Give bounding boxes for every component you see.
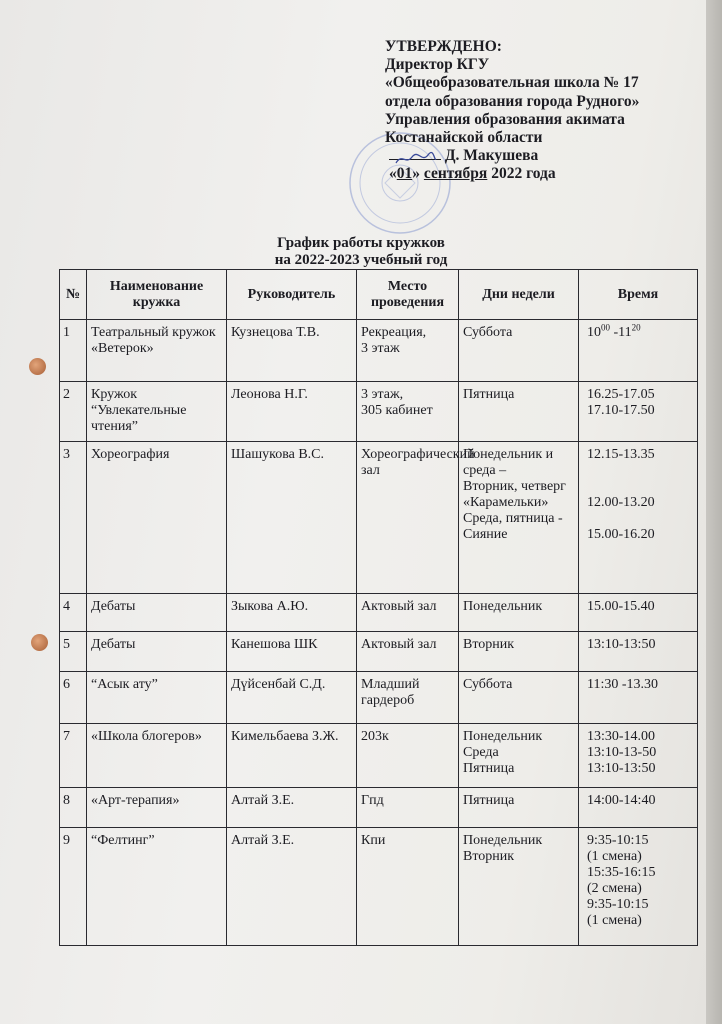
cell-name: “Фелтинг” bbox=[87, 828, 227, 946]
cell-name: Дебаты bbox=[87, 594, 227, 632]
cell-time: 11:30 -13.30 bbox=[579, 672, 698, 724]
cell-time: 12.15-13.35 12.00-13.20 15.00-16.20 bbox=[579, 442, 698, 594]
cell-name: Кружок “Увлекательные чтения” bbox=[87, 382, 227, 442]
signature bbox=[389, 159, 441, 160]
cell-num: 7 bbox=[60, 724, 87, 788]
document-title bbox=[0, 235, 706, 269]
table-header-row bbox=[60, 270, 698, 320]
column-header: Место проведения bbox=[357, 270, 459, 320]
cell-name: «Арт-терапия» bbox=[87, 788, 227, 828]
column-header: № bbox=[60, 270, 87, 320]
cell-name: «Школа блогеров» bbox=[87, 724, 227, 788]
cell-leader: Кузнецова Т.В. bbox=[227, 320, 357, 382]
cell-num: 4 bbox=[60, 594, 87, 632]
cell-num: 5 bbox=[60, 632, 87, 672]
cell-place: Гпд bbox=[357, 788, 459, 828]
cell-place: Актовый зал bbox=[357, 594, 459, 632]
time-sup: 20 bbox=[631, 322, 641, 333]
cell-days: Пятница bbox=[459, 788, 579, 828]
cell-time: 13:10-13:50 bbox=[579, 632, 698, 672]
column-header: Время bbox=[579, 270, 698, 320]
cell-num: 8 bbox=[60, 788, 87, 828]
title-line: График работы кружков bbox=[277, 235, 445, 251]
cell-place: 203к bbox=[357, 724, 459, 788]
approval-line: Костанайской области bbox=[385, 129, 543, 147]
cell-time: 13:30-14.00 13:10-13-50 13:10-13:50 bbox=[579, 724, 698, 788]
time-base: 10 bbox=[587, 325, 601, 340]
title-line: на 2022-2023 учебный год bbox=[274, 252, 448, 268]
cell-place: Хореографический зал bbox=[357, 442, 459, 594]
time-sup: 00 bbox=[601, 322, 610, 333]
cell-name: Театральный кружок «Ветерок» bbox=[87, 320, 227, 382]
table-row bbox=[60, 828, 698, 946]
cell-leader: Алтай З.Е. bbox=[227, 828, 357, 946]
approval-block bbox=[385, 38, 705, 184]
signature-icon bbox=[394, 151, 438, 167]
date-year: 2022 года bbox=[491, 165, 556, 183]
cell-place: Младший гардероб bbox=[357, 672, 459, 724]
date-day: 01 bbox=[396, 165, 413, 183]
cell-days: Суббота bbox=[459, 320, 579, 382]
column-header: Руководитель bbox=[227, 270, 357, 320]
cell-days: Суббота bbox=[459, 672, 579, 724]
cell-time: 9:35-10:15 (1 смена) 15:35-16:15 (2 смена) 9:35-10:15 (1 смена) bbox=[579, 828, 698, 946]
approval-line: Управления образования акимата bbox=[385, 110, 625, 128]
table-row bbox=[60, 442, 698, 594]
date-quote-open: « bbox=[389, 165, 397, 183]
signature-line bbox=[385, 147, 705, 165]
table-row bbox=[60, 382, 698, 442]
cell-days: Понедельник Среда Пятница bbox=[459, 724, 579, 788]
cell-days: Пятница bbox=[459, 382, 579, 442]
cell-days: Вторник bbox=[459, 632, 579, 672]
approval-date bbox=[385, 165, 705, 183]
approval-line: Директор КГУ bbox=[385, 56, 490, 74]
cell-time: 15.00-15.40 bbox=[579, 594, 698, 632]
cell-time bbox=[579, 320, 698, 382]
column-header: Дни недели bbox=[459, 270, 579, 320]
punch-hole bbox=[31, 634, 48, 651]
cell-days: Понедельник bbox=[459, 594, 579, 632]
cell-leader: Шашукова В.С. bbox=[227, 442, 357, 594]
cell-num: 2 bbox=[60, 382, 87, 442]
table-row bbox=[60, 594, 698, 632]
cell-place: Актовый зал bbox=[357, 632, 459, 672]
table-row bbox=[60, 320, 698, 382]
cell-num: 1 bbox=[60, 320, 87, 382]
schedule-table bbox=[59, 269, 698, 946]
table-row bbox=[60, 672, 698, 724]
cell-days: Понедельник и среда – Вторник, четверг «Карамельки» Среда, пятница - Сияние bbox=[459, 442, 579, 594]
cell-name: Хореография bbox=[87, 442, 227, 594]
table-row bbox=[60, 632, 698, 672]
date-quote-close: » bbox=[412, 165, 420, 183]
approval-heading: УТВЕРЖДЕНО: bbox=[385, 38, 502, 55]
date-month: сентября bbox=[423, 165, 488, 183]
punch-hole bbox=[29, 358, 46, 375]
table-row bbox=[60, 788, 698, 828]
cell-name: “Асык ату” bbox=[87, 672, 227, 724]
time-base: -11 bbox=[610, 325, 632, 340]
cell-leader: Кимельбаева З.Ж. bbox=[227, 724, 357, 788]
cell-time: 14:00-14:40 bbox=[579, 788, 698, 828]
signatory-name: Д. Макушева bbox=[444, 147, 539, 165]
cell-num: 3 bbox=[60, 442, 87, 594]
cell-place: Рекреация, 3 этаж bbox=[357, 320, 459, 382]
cell-leader: Алтай З.Е. bbox=[227, 788, 357, 828]
cell-leader: Зыкова А.Ю. bbox=[227, 594, 357, 632]
cell-leader: Дүйсенбай С.Д. bbox=[227, 672, 357, 724]
table-row bbox=[60, 724, 698, 788]
cell-days: Понедельник Вторник bbox=[459, 828, 579, 946]
column-header: Наименование кружка bbox=[87, 270, 227, 320]
cell-leader: Леонова Н.Г. bbox=[227, 382, 357, 442]
page-edge-shadow bbox=[706, 0, 722, 1024]
cell-place: 3 этаж, 305 кабинет bbox=[357, 382, 459, 442]
cell-place: Кпи bbox=[357, 828, 459, 946]
cell-name: Дебаты bbox=[87, 632, 227, 672]
cell-num: 6 bbox=[60, 672, 87, 724]
cell-leader: Канешова ШК bbox=[227, 632, 357, 672]
cell-time: 16.25-17.05 17.10-17.50 bbox=[579, 382, 698, 442]
approval-line: отдела образования города Рудного» bbox=[385, 92, 640, 110]
approval-line: «Общеобразовательная школа № 17 bbox=[385, 74, 639, 92]
cell-num: 9 bbox=[60, 828, 87, 946]
